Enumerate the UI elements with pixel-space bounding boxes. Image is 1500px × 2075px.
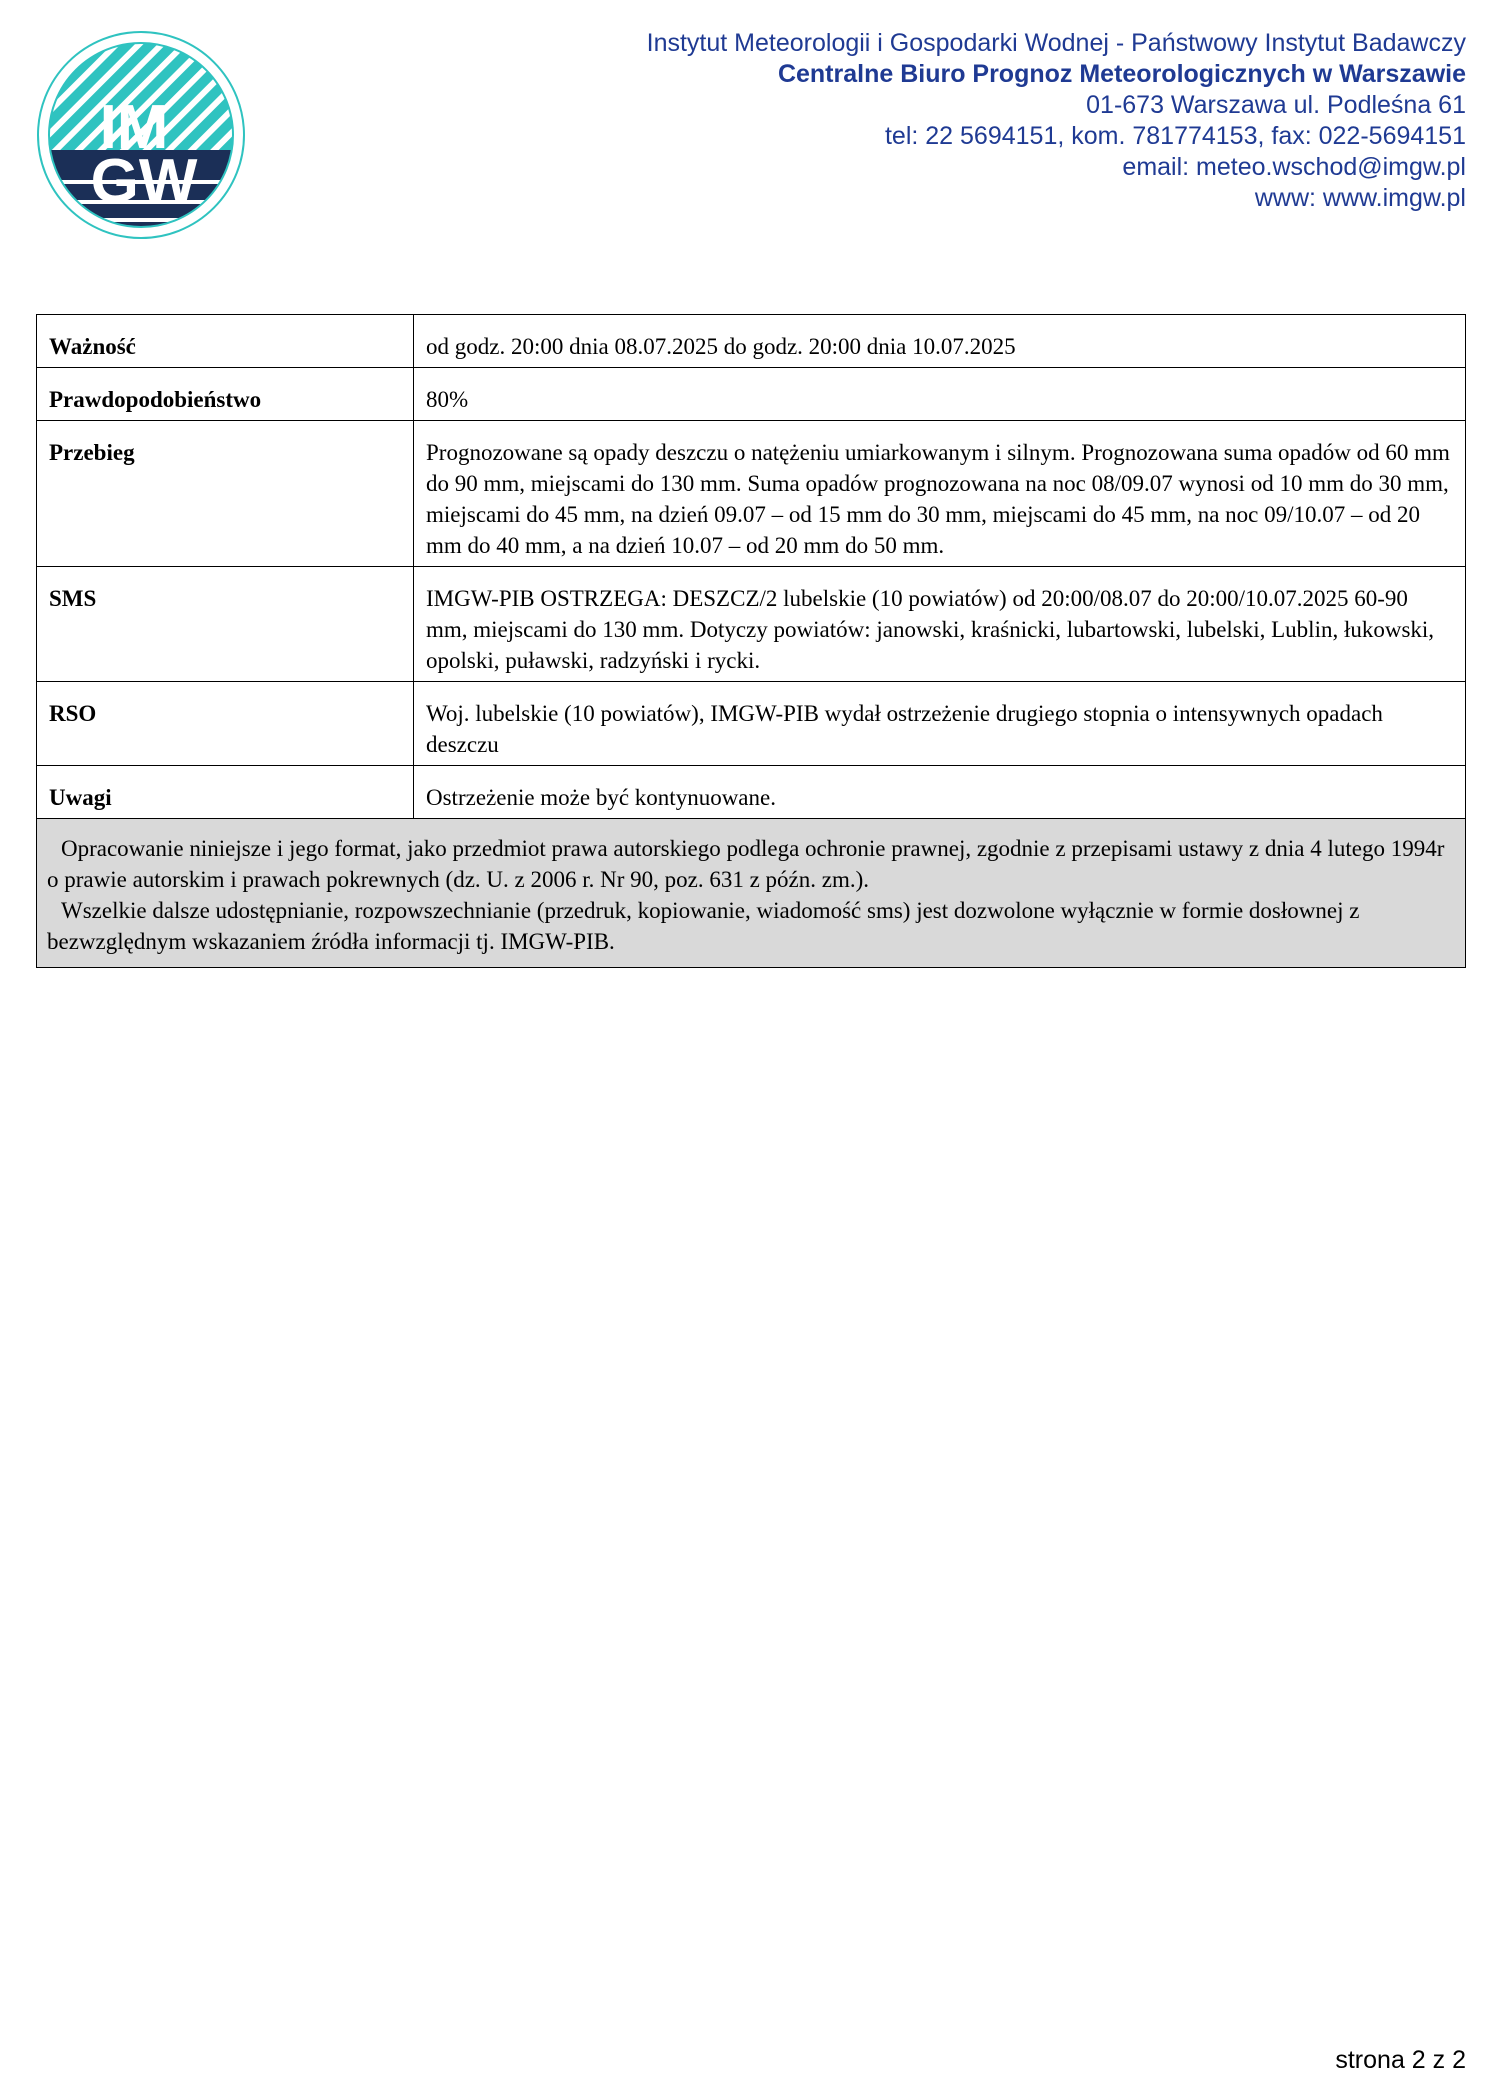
sms-value: IMGW-PIB OSTRZEGA: DESZCZ/2 lubelskie (10 powiatów) od 20:00/08.07 do 20:00/10.07.2025 60-90 mm, miejscami do 130 mm. Dotyczy powiatów: janowski, kraśnicki, lubartowski, lubelski, Lublin, łukowski, opolski, puławski, radzyński i rycki.: [414, 567, 1466, 682]
rso-label: RSO: [37, 682, 414, 766]
office-name: Centralne Biuro Prognoz Meteorologicznych w Warszawie: [777, 60, 1466, 88]
course-label: Przebieg: [37, 421, 414, 567]
table-row: [37, 368, 1466, 421]
table-row: [37, 766, 1466, 819]
table-row: [37, 421, 1466, 567]
table-row: [37, 567, 1466, 682]
validity-value: od godz. 20:00 dnia 08.07.2025 do godz. 20:00 dnia 10.07.2025: [414, 315, 1466, 368]
validity-label: Ważność: [37, 315, 414, 368]
probability-value: 80%: [414, 368, 1466, 421]
remarks-label: Uwagi: [37, 766, 414, 819]
page-number: strona 2 z 2: [1335, 2046, 1466, 2074]
distribution-paragraph: Wszelkie dalsze udostępnianie, rozpowszechnianie (przedruk, kopiowanie, wiadomość sms) jest dozwolone wyłącznie w formie dosłownej z bezwzględnym wskazaniem źródła informacji tj. IMGW-PIB.: [47, 898, 1360, 954]
institute-name: Instytut Meteorologii i Gospodarki Wodnej - Państwowy Instytut Badawczy: [646, 29, 1466, 57]
rso-value: Woj. lubelskie (10 powiatów), IMGW-PIB wydał ostrzeżenie drugiego stopnia o intensywnych opadach deszczu: [414, 682, 1466, 766]
imgw-logo: [36, 30, 246, 240]
table-row: [37, 682, 1466, 766]
copyright-paragraph: Opracowanie niniejsze i jego format, jako przedmiot prawa autorskiego podlega ochronie prawnej, zgodnie z przepisami ustawy z dnia 4 lutego 1994r o prawie autorskim i prawach pokrewnych (dz. U. z 2006 r. Nr 90, poz. 631 z późn. zm.).: [47, 836, 1445, 892]
probability-label: Prawdopodobieństwo: [37, 368, 414, 421]
sms-label: SMS: [37, 567, 414, 682]
copyright-notice-row: [37, 819, 1466, 968]
copyright-notice: [37, 819, 1466, 968]
institute-header: [647, 28, 1466, 214]
logo-gw-text: GW: [90, 147, 198, 216]
address: 01-673 Warszawa ul. Podleśna 61: [1086, 91, 1466, 119]
logo-im-text: IM: [99, 93, 169, 162]
email[interactable]: email: meteo.wschod@imgw.pl: [1122, 153, 1466, 181]
course-value: Prognozowane są opady deszczu o natężeniu umiarkowanym i silnym. Prognozowana suma opadów od 60 mm do 90 mm, miejscami do 130 mm. Suma opadów prognozowana na noc 08/09.07 wynosi od 10 mm do 30 mm, miejscami do 45 mm, na dzień 09.07 – od 15 mm do 30 mm, miejscami do 45 mm, na noc 09/10.07 – od 20 mm do 40 mm, a na dzień 10.07 – od 20 mm do 50 mm.: [414, 421, 1466, 567]
warning-table: [36, 314, 1466, 968]
remarks-value: Ostrzeżenie może być kontynuowane.: [414, 766, 1466, 819]
table-row: [37, 315, 1466, 368]
phone: tel: 22 5694151, kom. 781774153, fax: 022-5694151: [884, 122, 1466, 150]
website[interactable]: www: www.imgw.pl: [1254, 184, 1466, 212]
